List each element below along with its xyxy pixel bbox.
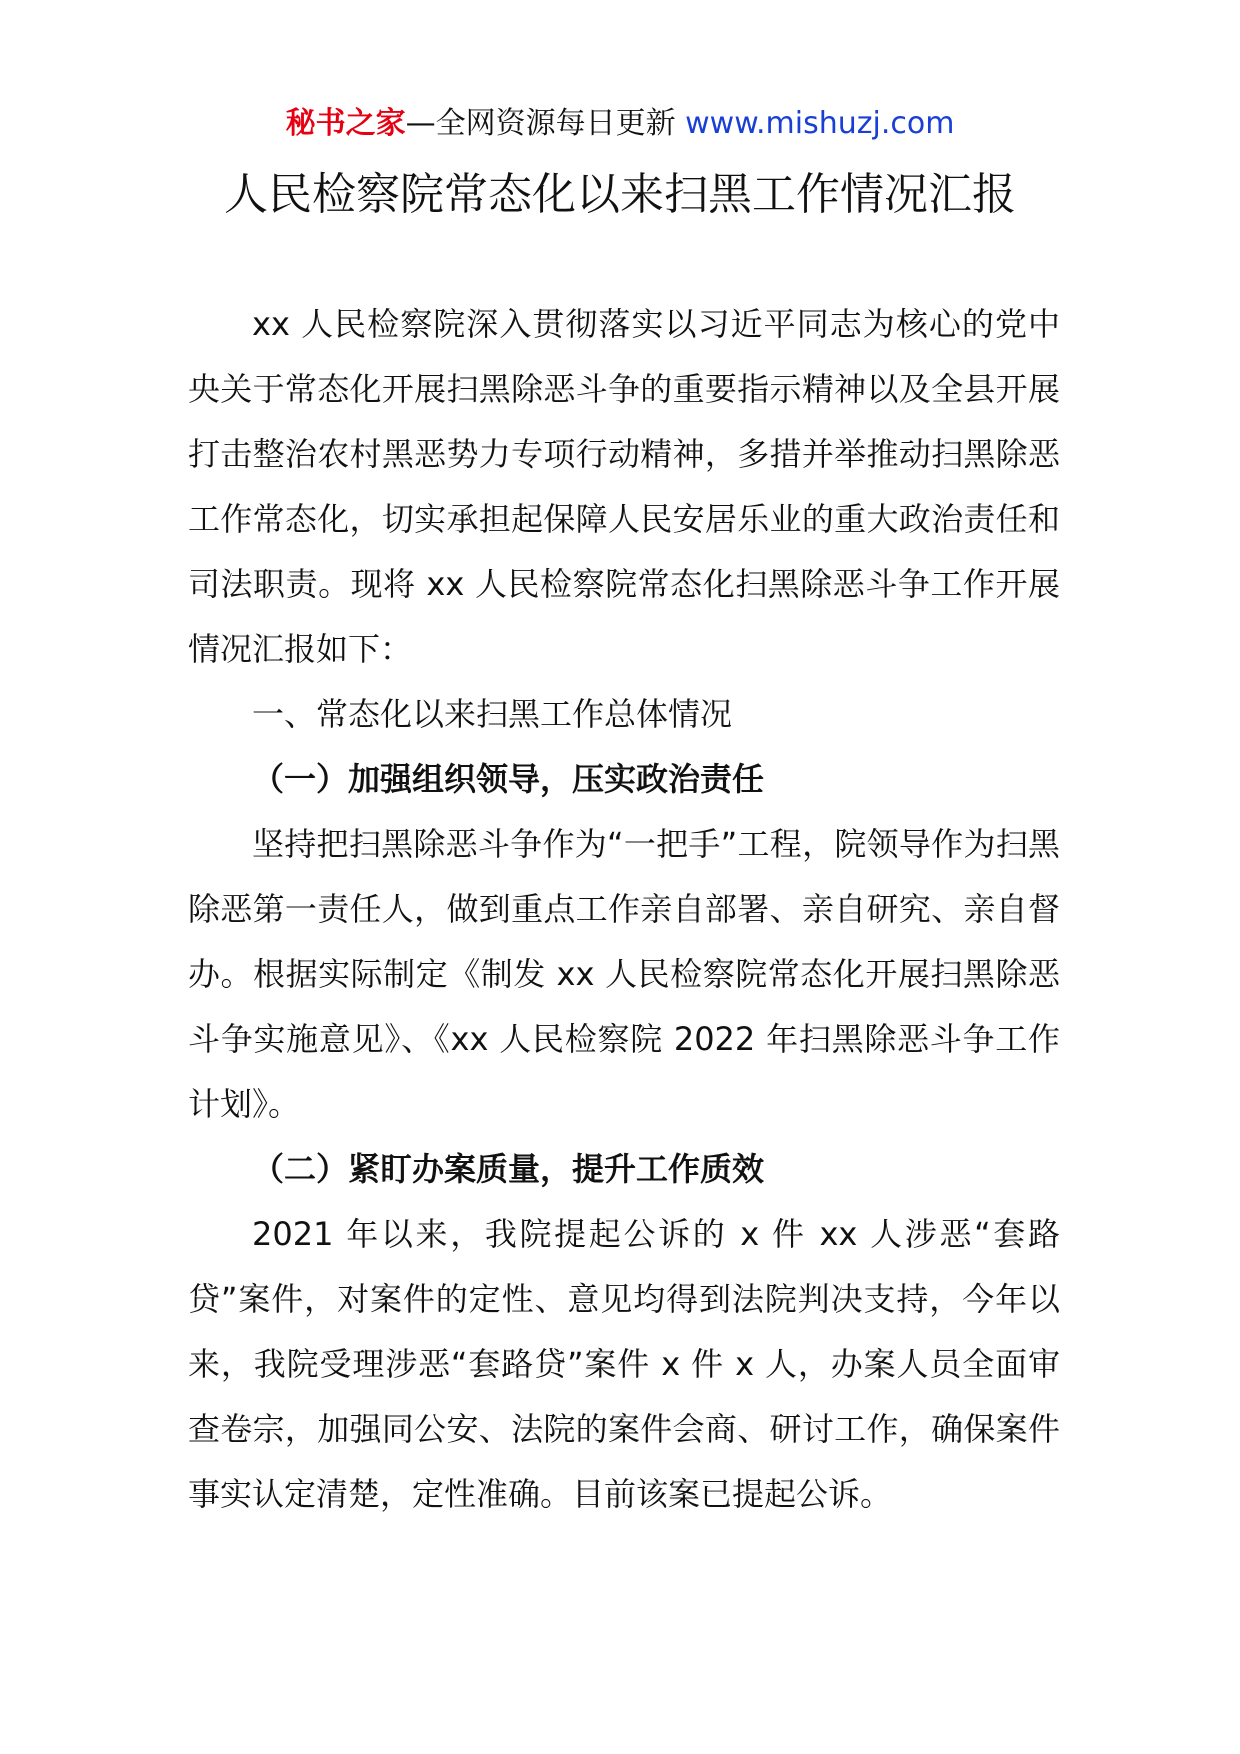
subsection-heading-1: （一）加强组织领导，压实政治责任 [252,760,765,798]
banner-slogan: —全网资源每日更新 [405,106,676,141]
subsection-heading-2: （二）紧盯办案质量，提升工作质效 [252,1150,765,1188]
section-heading: 一、常态化以来扫黑工作总体情况 [252,695,733,733]
site-banner [0,104,1240,144]
subsection-paragraph-1: 坚持把扫黑除恶斗争作为“一把手”工程，院领导作为扫黑除恶第一责任人，做到重点工作亲自部署、亲自研究、亲自督办。根据实际制定《制发 xx 人民检察院常态化开展扫黑除恶斗争实施意见》、《xx 人民检察院 2022 年扫黑除恶斗争工作计划》。 [188,825,1060,1123]
site-url[interactable]: www.mishuzj.com [685,106,955,141]
document-body [188,292,1060,1527]
brand-name: 秘书之家 [285,106,406,141]
subsection-paragraph-2: 2021 年以来，我院提起公诉的 x 件 xx 人涉恶“套路贷”案件，对案件的定性、意见均得到法院判决支持，今年以来，我院受理涉恶“套路贷”案件 x 件 x 人，办案人员全面审查卷宗，加强同公安、法院的案件会商、研讨工作，确保案件事实认定清楚，定性准确。目前该案已提起公诉。 [188,1215,1060,1513]
intro-paragraph: xx 人民检察院深入贯彻落实以习近平同志为核心的党中央关于常态化开展扫黑除恶斗争的重要指示精神以及全县开展打击整治农村黑恶势力专项行动精神，多措并举推动扫黑除恶工作常态化，切实承担起保障人民安居乐业的重大政治责任和司法职责。现将 xx 人民检察院常态化扫黑除恶斗争工作开展情况汇报如下： [188,305,1060,668]
document-title: 人民检察院常态化以来扫黑工作情况汇报 [224,169,1016,220]
